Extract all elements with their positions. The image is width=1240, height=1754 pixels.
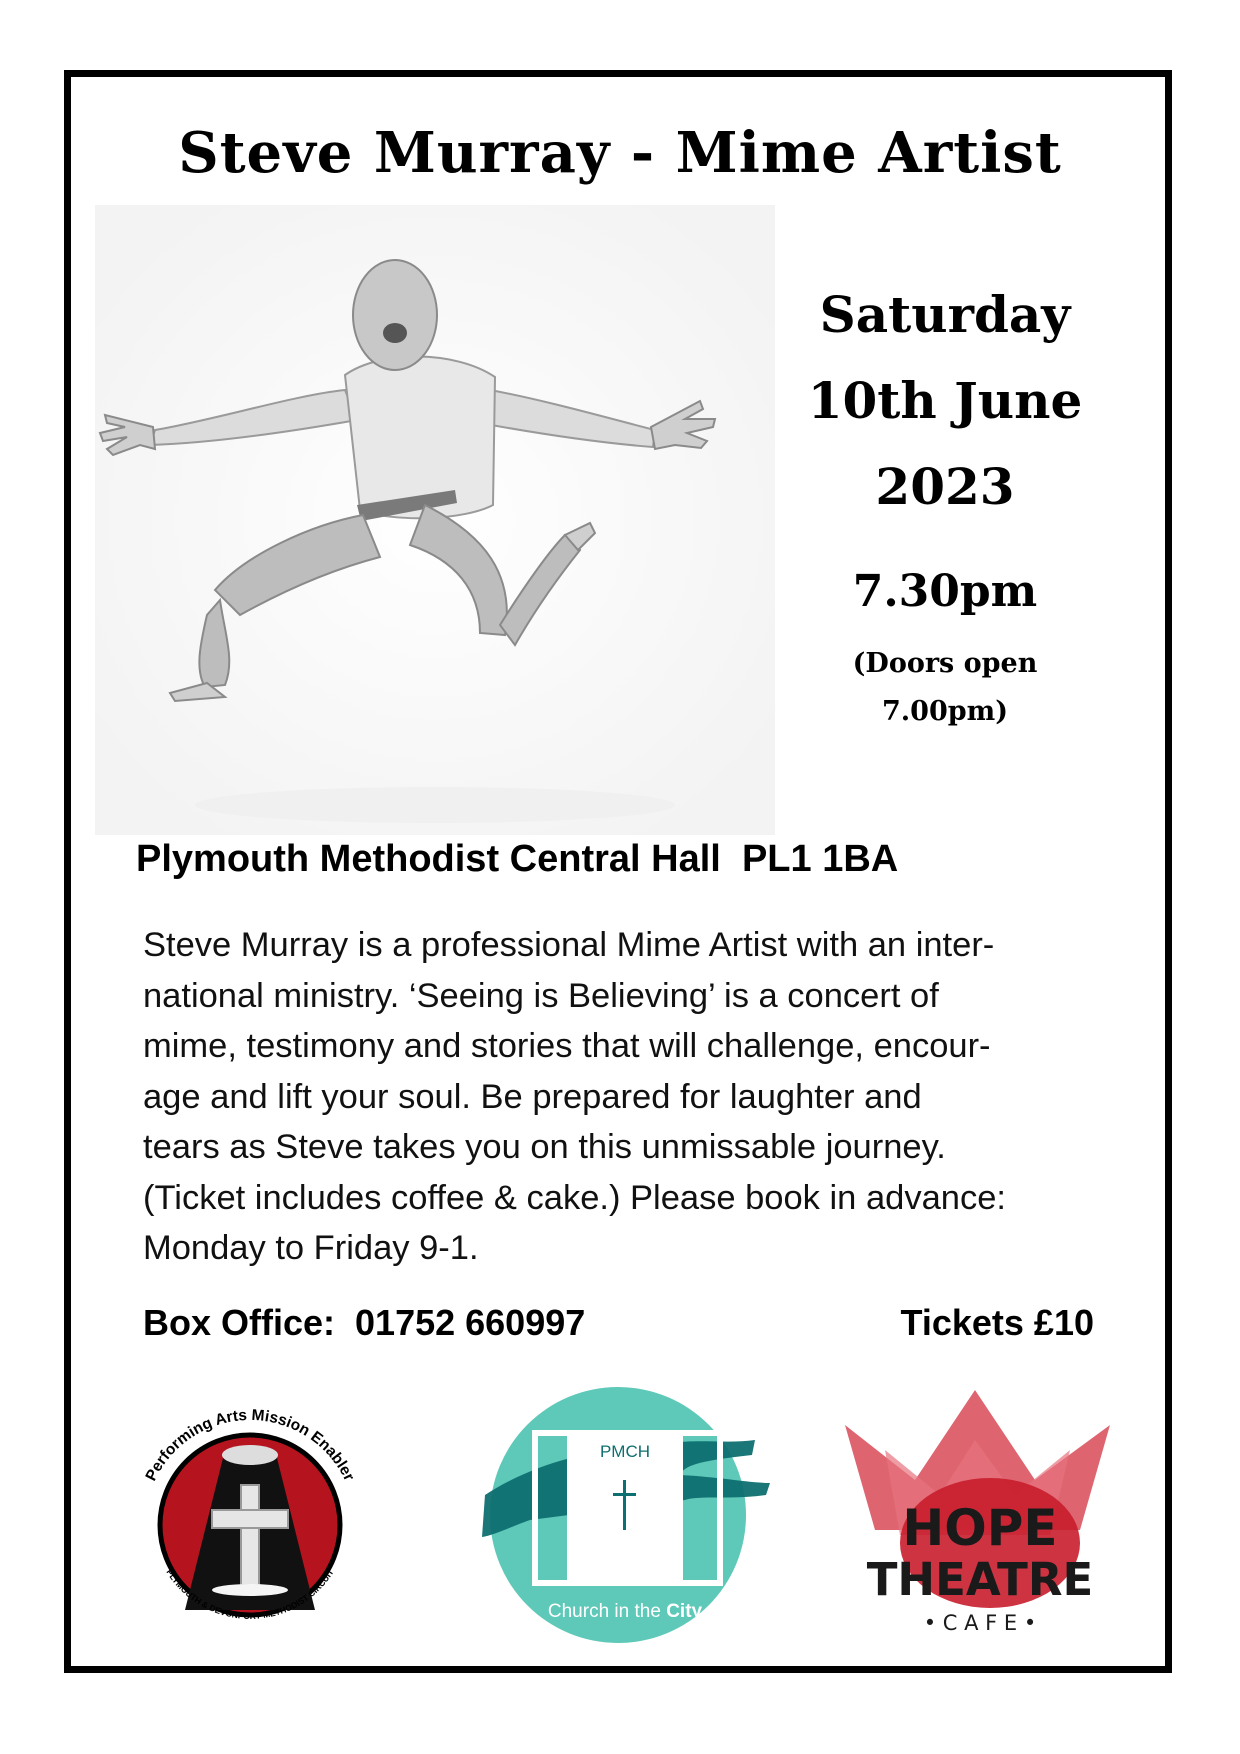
mime-artist-photo	[95, 205, 775, 835]
event-time: 7.30pm	[852, 566, 1038, 617]
ticket-price: Tickets £10	[900, 1302, 1094, 1343]
event-day: Saturday	[819, 285, 1071, 344]
hope-theatre-cafe-logo	[845, 1385, 1115, 1650]
pame-logo	[115, 1385, 385, 1655]
pmch-label: PMCH	[599, 1442, 651, 1461]
poster-title: Steve Murray - Mime Artist	[178, 120, 1062, 186]
event-description	[143, 920, 1089, 1274]
event-day-month: 10th June	[807, 371, 1083, 430]
description-line: Steve Murray is a professional Mime Artist with an inter-	[143, 926, 995, 964]
description-line: mime, testimony and stories that will challenge, encour-	[143, 1027, 991, 1065]
description-line: age and lift your soul. Be prepared for laughter and	[143, 1077, 922, 1116]
pmch-caption: Church in the City	[547, 1601, 703, 1622]
event-date	[780, 272, 1110, 530]
hope-line2: THEATRE	[866, 1553, 1094, 1606]
description-line: Monday to Friday 9-1.	[143, 1229, 479, 1267]
description-line: national ministry. ‘Seeing is Believing’ is a concert of	[143, 976, 939, 1015]
doors-open	[780, 640, 1110, 736]
pame-arc-bottom: PLYMOUTH & DEVONPORT METHODIST CIRCUIT	[164, 1567, 336, 1621]
event-year: 2023	[875, 457, 1015, 516]
box-office: Box Office: 01752 660997	[143, 1302, 586, 1343]
doors-open-line2: 7.00pm)	[882, 696, 1008, 727]
description-line: (Ticket includes coffee & cake.) Please book in advance:	[143, 1178, 1006, 1217]
description-line: tears as Steve takes you on this unmissable journey.	[143, 1128, 946, 1166]
pame-arc-top: Performing Arts Mission Enabler	[142, 1406, 358, 1484]
hope-line3: • C A F E •	[923, 1611, 1037, 1635]
hope-line1: HOPE	[902, 1499, 1058, 1557]
venue: Plymouth Methodist Central Hall PL1 1BA	[136, 838, 899, 880]
pmch-logo	[470, 1375, 780, 1645]
doors-open-line1: (Doors open	[852, 648, 1038, 679]
